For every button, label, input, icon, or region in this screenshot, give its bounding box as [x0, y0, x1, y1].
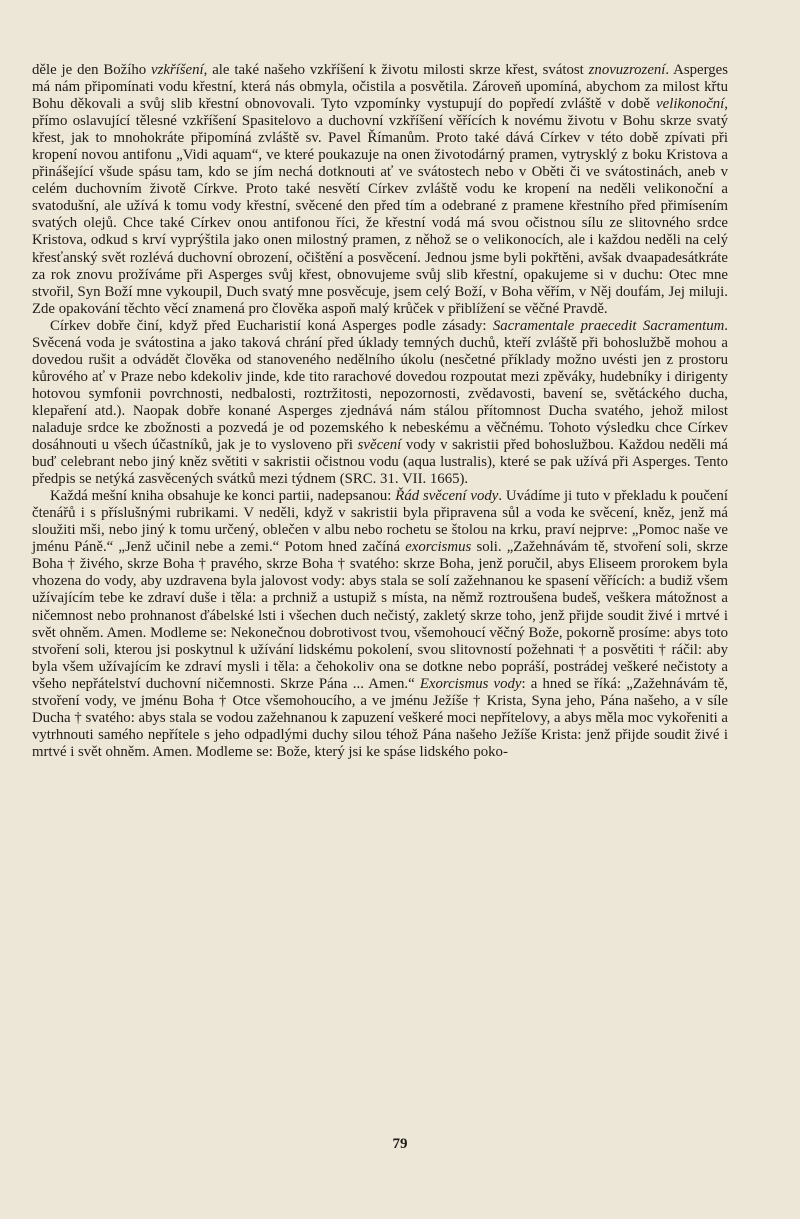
text-run: vody v sakristii před bohoslužbou. Každou neděli má buď celebrant nebo jiný kněz světiti v sakristii očistnou vodu (aqua lustralis), které se pak užívá při Asperges. Tento předpis se netýká zasvěcených svátků mezi týdnem (SRC. 31. VII. 1665).: [32, 437, 728, 488]
text-run: : a hned se říká: „Zažehnávám tě, stvoření vody, ve jménu Boha † Otce všemohoucího, a ve jménu Ježíše † Krista, Syna jeho, Pána našeho, a v síle Ducha † svatého: abys stala se vodou zažehnanou k zapuzení veškeré moci nepřítelovy, a abys měla moc vykořeniti a vytrhnouti samého nepřítele s jeho odpadlými duchy silou téhož Pána našeho Ježíše Krista: jenž přijde soudit živé i mrtvé i svět ohněm. Amen. Modleme se: Bože, který jsi ke spáse lidského poko-: [32, 675, 728, 760]
text-run: . Uvádíme ji tuto v překladu k poučení čtenářů i s příslušnými rubrikami. V neděli, když v sakristii byla připravena sůl a voda ke svěcení, kněz, jenž má sloužiti mši, nebo jiný k tomu určený, oblečen v albu nebo rochetu se štolou na krku, praví nejprve: „Pomoc naše ve jménu Páně.“ „Jenž učinil nebe a zemi.“ Potom hned začíná: [32, 488, 728, 556]
body-text: [32, 62, 728, 761]
text-run: děle je den Božího: [32, 62, 152, 78]
paragraph: [32, 62, 728, 318]
paragraph: [32, 318, 728, 488]
italic-run: znovuzrození: [588, 62, 666, 78]
text-run: soli. „Zažehnávám tě, stvoření soli, skrze Boha † živého, skrze Boha † pravého, skrze Boha † svatého: skrze Boha, jenž poručil, abys Eliseem prorokem byla vhozena do vody, aby uzdravena byla jalovost vody: abys stala se solí zažehnanou ke spasení věřících: a budiž všem užívajícím tebe ke zdraví duše i těla: a prchniž a ustupiž s místa, na němž roztroušena budeš, veškera mátožnost a ničemnost nebo prohnanost ďábelské lsti i všechen duch nečistý, zakletý skrze toho, jenž přijde soudit živé i mrtvé i svět ohněm. Amen. Modleme se: Nekonečnou dobrotivost tvou, všemohoucí věčný Bože, pokorně prosíme: abys toto stvoření soli, kterou jsi poskytnul k užívání lidskému pokolení, svou slitovností požehnati † a posvětiti † ráčil: aby byla všem užívajícím ke zdraví mysli i těla: a čehokoliv ona se dotkne nebo popráší, postrádej veškeré nečistoty a všeho nepřátelství duchovní ničemnosti. Skrze Pána ... Amen.“: [32, 539, 728, 692]
text-run: , ale také našeho vzkříšení k životu milosti skrze křest, svátost: [203, 62, 589, 78]
text-run: . Asperges má nám připomínati vodu křestní, která nás obmyla, očistila a posvětila. Zároveň upomíná, abychom za milost křtu Bohu děkovali a svůj slib křestní obnovovali. Tyto vzpomínky vystupují do popředí zvláště v době: [32, 62, 728, 113]
text-run: , přímo oslavující tělesné vzkříšení Spasitelovo a duchovní vzkříšení věřících k novému životu v Bohu skrze svatý křest, jak to mnohokráte připomíná zvláště sv. Pavel Římanům. Proto také dává Církev v této době zpívati při kropení novou antifonu „Vidi aquam“, ve které poukazuje na onen životodárný pramen, vytrysklý z boku Kristova a přinášející všude spásu tam, kdo se jím nechá dotknouti ať ve svátostech nebo v Oběti či ve svátostinách, aneb v celém duchovním životě Církve. Proto také nesvětí Církev zvláště vodu ke kropení na neděli velikonoční a svatodušní, ale užívá k tomu vody křestní, svěcené den před tím a odebrané z pramene křestního před přimísením svatých olejů. Chce také Církev onou antifonou říci, že křestní vodá má svou očistnou sílu ze slitovného srdce Kristova, odkud s krví vyprýštila jako onen milostný pramen, z něhož se o velikonocích, ale i každou neděli na celý křesťanský svět rozlévá duchovní obrození, očištění a posvěcení. Jednou jsme byli pokřtěni, avšak dvaapadesátkráte za rok znovu prožíváme při Asperges svůj křest, obnovujeme svůj slib křestní, opakujeme si v duchu: Otec mne stvořil, Syn Boží mne vykoupil, Duch svatý mne posvěcuje, jsem celý Boží, v Boha věřím, v Něj doufám, Jej miluji. Zde opakování těchto věcí znamená pro člověka aspoň malý krůček v přiblížení se věčné Pravdě.: [32, 96, 728, 317]
text-run: Církev dobře činí, když před Eucharistií koná Asperges podle zásady:: [50, 317, 493, 334]
italic-run: vzkříšení: [151, 62, 204, 78]
paragraph: [32, 488, 728, 761]
italic-run: Sacramentale praecedit Sacramentum: [492, 317, 725, 334]
italic-run: velikonoční: [656, 96, 725, 113]
italic-run: exorcismus: [405, 539, 472, 556]
page-number: 79: [392, 1136, 408, 1152]
italic-run: svěcení: [357, 437, 402, 454]
italic-run: Exorcismus vody: [419, 675, 522, 692]
italic-run: Řád svěcení vody: [395, 488, 499, 505]
text-run: . Svěcená voda je svátostina a jako taková chrání před úklady temných duchů, kteří zvláště při bohoslužbě mohou a dovedou rušit a odvádět člověka od stanoveného nedělního úkolu (nesčetné příklady možno uvésti jen z prostoru kůrového ať v Praze nebo kdekoliv jinde, kde tito rarachové dovedou rozpoutat mezi zpěváky, hudebníky i dirigenty hotovou symfonii povrchnosti, nedbalosti, roztržitosti, nepozornosti, zvědavosti, bavení se, světáckého ducha, klepaření atd.). Naopak dobře konané Asperges zjednává nám stálou přítomnost Ducha svatého, jehož milost naladuje srdce ke zbožnosti a pozvedá je od pozemského k nebeskému a věčnému. Tohoto výsledku chce Církev dosáhnouti u všech účastníků, jak je to vysloveno při: [32, 317, 728, 454]
text-run: Každá mešní kniha obsahuje ke konci partii, nadepsanou:: [50, 488, 396, 505]
